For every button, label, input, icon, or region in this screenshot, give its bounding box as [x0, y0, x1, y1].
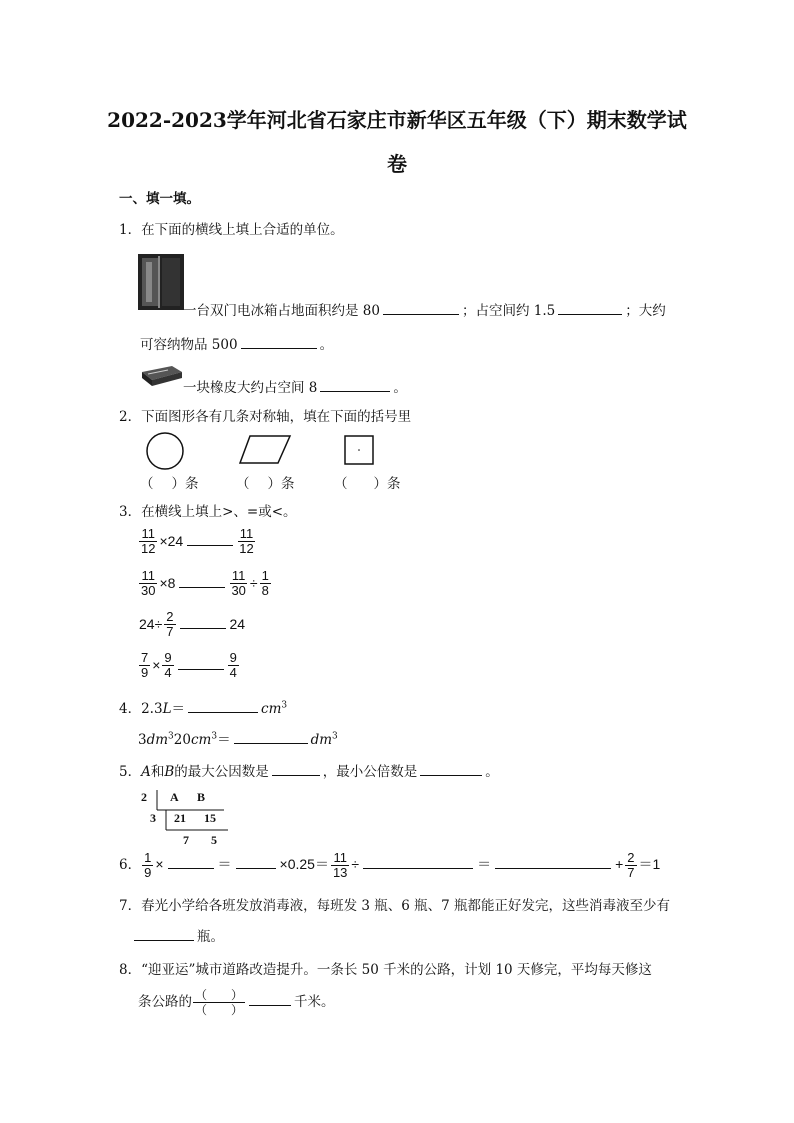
q3-r2-n1: 11	[141, 568, 155, 583]
q6-eq-2: ＝	[477, 856, 492, 872]
q6-plus: +	[615, 856, 624, 872]
q1-blank-capacity[interactable]	[241, 336, 317, 349]
q5-text1: 的最大公因数是	[174, 764, 269, 780]
q7-line2-tail: 瓶。	[197, 929, 224, 945]
q3-r3-n1: 2	[166, 609, 174, 624]
q3-r2-mid: ×8	[159, 575, 176, 591]
q2-prompt: 2．下面图形各有几条对称轴，填在下面的括号里	[119, 409, 412, 425]
q5-t-c2: 15	[204, 811, 216, 825]
q3-row4	[138, 651, 240, 680]
eraser-icon	[138, 362, 184, 388]
q6-mid: ×0.25＝	[279, 856, 329, 872]
q8-frac-num[interactable]: （ ）	[195, 988, 244, 1002]
q6-div: ÷	[351, 856, 360, 872]
q8-line1: 8．“迎亚运”城市道路改造提升。一条长 50 千米的公路，计划 10 天修完，平均每天修这	[119, 962, 652, 978]
q2-close-1: ）条	[171, 476, 199, 492]
q1-fridge-text-d: 可容纳物品 500	[140, 337, 238, 353]
q2-answer-circle[interactable]	[140, 472, 199, 492]
q5-line	[119, 760, 499, 780]
q3-r2-d2: 30	[231, 583, 246, 598]
q5-t-a: A	[170, 790, 179, 804]
q1-fridge-line1	[183, 299, 666, 319]
q5-a: A	[141, 764, 151, 780]
q3-r4-n3: 9	[229, 650, 237, 665]
q3-r2-d1: 30	[141, 583, 156, 598]
q6-times: ×	[155, 856, 164, 872]
q4-line1	[119, 697, 287, 717]
q6-n3: 2	[627, 850, 635, 865]
q4-blank-2[interactable]	[234, 731, 308, 744]
q3-r1-n2: 11	[239, 526, 254, 541]
square-shape-icon	[341, 434, 377, 468]
q6-blank-2[interactable]	[236, 856, 276, 869]
q1-eraser-text-b: 。	[393, 380, 407, 396]
q1-blank-eraser[interactable]	[320, 379, 390, 392]
q6-line	[119, 851, 661, 880]
q4-prompt: 4．2.3	[119, 701, 163, 717]
q5-t-r2: 5	[211, 833, 217, 847]
q3-r4-blank[interactable]	[178, 657, 224, 670]
q8-blank[interactable]	[249, 993, 291, 1006]
q3-r4-op: ×	[152, 657, 161, 673]
q3-r3-blank[interactable]	[180, 616, 226, 629]
q3-r2-n2: 11	[231, 568, 246, 583]
q8-frac-blank[interactable]	[193, 988, 245, 1017]
q3-r1-mid: ×24	[159, 533, 184, 549]
q3-r2-op: ÷	[249, 575, 258, 591]
q6-d3: 7	[627, 865, 635, 880]
q3-r1-frac2	[237, 527, 255, 556]
q7-line1: 7．春光小学给各班发放消毒液，每班发 3 瓶、6 瓶、7 瓶都能正好发完，这些消毒液至少有	[119, 898, 671, 914]
q4-l2-dm: dm	[146, 732, 169, 748]
q6-blank-3[interactable]	[363, 856, 473, 869]
q3-r3-d1: 7	[166, 624, 174, 639]
q3-row1	[138, 527, 257, 556]
q4-l2-unit: dm	[310, 732, 333, 748]
q3-r4-frac3	[228, 651, 239, 680]
q5-t-d1: 2	[141, 790, 147, 804]
q7-line2	[134, 925, 224, 945]
q5-blank-gcd[interactable]	[272, 763, 320, 776]
q6-num: 6．	[119, 857, 142, 873]
q4-exp-1: 3	[281, 700, 288, 711]
q3-r4-frac2	[162, 651, 173, 680]
q3-r1-d1: 12	[141, 541, 156, 556]
q5-t-c1: 21	[174, 811, 186, 825]
q5-blank-lcm[interactable]	[420, 763, 482, 776]
q2-open-1: （	[140, 476, 154, 492]
q4-eq-1: ＝	[171, 701, 186, 717]
q6-n2: 11	[333, 850, 347, 865]
q4-eq-2: ＝	[217, 732, 231, 748]
page-title-line2: 卷	[387, 152, 407, 176]
q3-r3-lead: 24÷	[139, 616, 163, 632]
q3-r2-frac1	[139, 569, 157, 598]
q3-r1-blank[interactable]	[187, 533, 233, 546]
q3-r2-n3: 1	[261, 568, 269, 583]
q4-cm-unit: cm	[261, 701, 282, 717]
q1-blank-volume[interactable]	[558, 302, 622, 315]
q3-r3-tail: 24	[229, 616, 246, 632]
section-heading: 一、填一填。	[119, 191, 200, 207]
q1-eraser-text-a: 一块橡皮大约占空间 8	[183, 380, 318, 396]
q5-b: B	[164, 764, 175, 780]
q8-line2-b: 千米。	[294, 994, 335, 1010]
q3-r4-d3: 4	[229, 665, 237, 680]
q4-liter-unit: L	[162, 701, 172, 717]
q7-blank[interactable]	[134, 928, 194, 941]
q6-blank-1[interactable]	[168, 856, 214, 869]
q2-close-3: ）条	[373, 476, 401, 492]
q3-r4-n2: 9	[164, 650, 172, 665]
q5-text2: ，最小公倍数是	[322, 764, 418, 780]
q1-fridge-text-b: ；占空间约 1.5	[461, 303, 556, 319]
q1-fridge-text-e: 。	[319, 337, 334, 353]
q1-eraser-line	[183, 376, 407, 396]
q6-blank-4[interactable]	[495, 856, 611, 869]
q2-open-2: （	[236, 476, 250, 492]
q3-r4-n1: 7	[141, 650, 149, 665]
q3-row3	[138, 610, 246, 639]
q5-t-r1: 7	[183, 833, 189, 847]
q3-r2-frac3	[260, 569, 271, 598]
q3-r2-d3: 8	[261, 583, 269, 598]
q3-r3-frac1	[164, 610, 175, 639]
q4-l2-cm: cm	[190, 732, 212, 748]
q4-l2-b: 20	[173, 732, 191, 748]
q3-r1-n1: 11	[141, 526, 155, 541]
q4-exp-2: 3	[168, 731, 174, 742]
q3-r4-d1: 9	[141, 665, 149, 680]
circle-shape-icon	[143, 431, 187, 471]
q1-fridge-text-c: ；大约	[625, 303, 666, 319]
q2-answer-square[interactable]	[334, 472, 401, 492]
q2-close-2: ）条	[267, 476, 295, 492]
q3-r1-d2: 12	[239, 541, 254, 556]
q5-num: 5．	[119, 764, 142, 780]
q1-prompt: 1．在下面的横线上填上合适的单位。	[119, 222, 344, 238]
q6-d1: 9	[144, 865, 152, 880]
q3-r4-d2: 4	[164, 665, 172, 680]
q4-line2	[138, 728, 338, 748]
page-title-line1: 2022-2023学年河北省石家庄市新华区五年级（下）期末数学试	[107, 108, 687, 132]
q3-prompt: 3．在横线上填上>、=或<。	[119, 504, 297, 520]
q6-tail: ＝1	[638, 856, 661, 872]
q2-open-3: （	[334, 476, 348, 492]
q5-t-b: B	[197, 790, 206, 804]
q3-r2-frac2	[229, 569, 247, 598]
q1-fridge-line2	[140, 333, 333, 353]
q5-t-d2: 3	[150, 811, 156, 825]
q6-frac2	[331, 851, 349, 880]
q1-blank-area[interactable]	[383, 302, 459, 315]
q6-eq-1: ＝	[217, 856, 232, 872]
q3-row2	[138, 569, 272, 598]
q1-fridge-text-a: 一台双门电冰箱占地面积约是 80	[183, 303, 380, 319]
q8-line2-a: 条公路的	[138, 994, 192, 1010]
q5-text3: 。	[485, 764, 499, 780]
q6-d2: 13	[332, 865, 348, 880]
q8-line2	[138, 988, 335, 1017]
q4-blank-1[interactable]	[188, 700, 258, 713]
q8-frac-den[interactable]: （ ）	[195, 1003, 244, 1017]
q4-exp-4: 3	[332, 731, 338, 742]
q3-r4-frac1	[139, 651, 150, 680]
q4-exp-3: 3	[211, 731, 218, 742]
q6-n1: 1	[144, 850, 152, 865]
q3-r1-frac1	[139, 527, 157, 556]
q5-division-lines	[140, 786, 232, 836]
q5-and: 和	[150, 764, 165, 780]
q6-frac1	[142, 851, 153, 880]
q2-answer-parallelogram[interactable]	[236, 472, 295, 492]
fridge-icon	[136, 252, 186, 312]
q4-l2-a: 3	[138, 732, 147, 748]
q3-r2-blank[interactable]	[179, 575, 225, 588]
q6-frac3	[625, 851, 636, 880]
parallelogram-shape-icon	[238, 434, 292, 466]
